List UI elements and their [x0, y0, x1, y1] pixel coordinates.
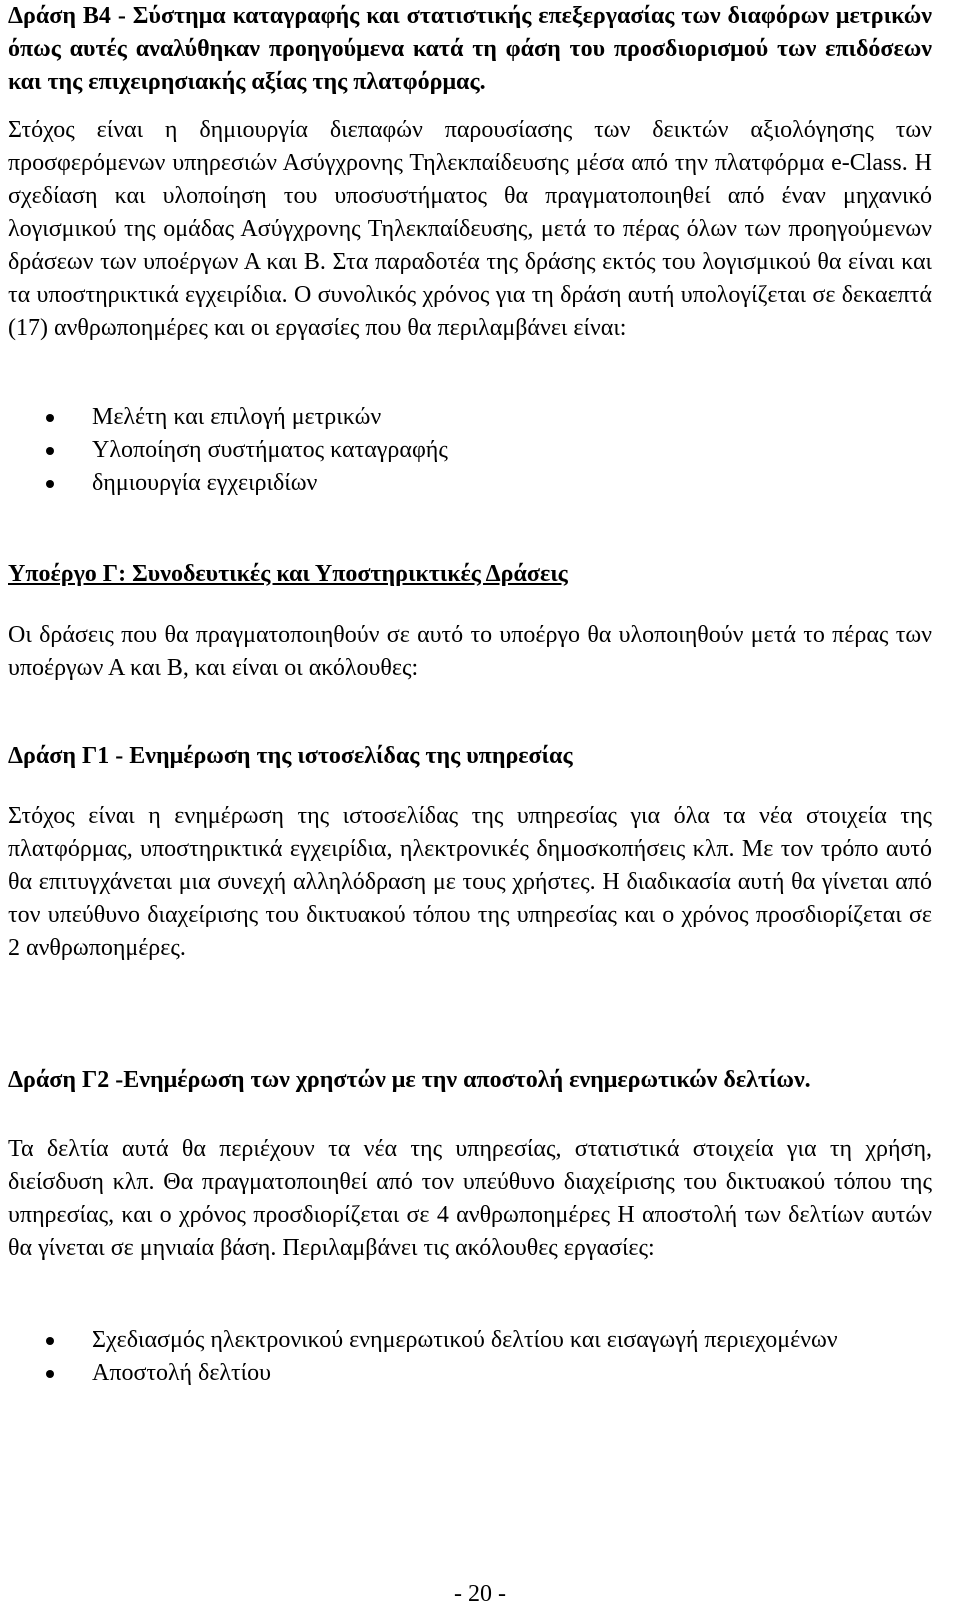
list-item	[8, 434, 932, 467]
list-item-text: δημιουργία εγχειριδίων	[92, 470, 318, 496]
list-item-text: Υλοποίηση συστήματος καταγραφής	[92, 437, 448, 463]
action-c1-paragraph: Στόχος είναι η ενημέρωση της ιστοσελίδας της υπηρεσίας για όλα τα νέα στοιχεία της πλατφόρμας, υποστηρικτικά εγχειρίδια, ηλεκτρονικές δημοσκοπήσεις κλπ. Με τον τρόπο αυτό θα επιτυγχάνεται μια συνεχή αλληλόδραση με τους χρήστες. Η διαδικασία αυτή θα γίνεται από τον υπεύθυνο διαχείρισης του δικτυακού τόπου της υπηρεσίας και ο χρόνος προσδιορίζεται σε 2 ανθρωποημέρες.	[8, 803, 932, 961]
action-c1-title: Δράση Γ1 - Ενημέρωση της ιστοσελίδας της υπηρεσίας	[8, 743, 573, 769]
subproject-c-title: Υποέργο Γ: Συνοδευτικές και Υποστηρικτικές Δράσεις	[8, 561, 568, 587]
list-item	[8, 401, 932, 434]
bullet-icon	[46, 480, 54, 488]
list-item	[8, 467, 932, 500]
action-b4-paragraph: Στόχος είναι η δημιουργία διεπαφών παρουσίασης των δεικτών αξιολόγησης των προσφερόμενων υπηρεσιών Ασύγχρονης Τηλεκπαίδευσης μέσα από την πλατφόρμα e-Class. Η σχεδίαση και υλοποίηση του υποσυστήματος θα πραγματοποιηθεί από έναν μηχανικό λογισμικού της ομάδας Ασύγχρονης Τηλεκπαίδευσης, μετά το πέρας όλων των προηγούμενων δράσεων των υποέργων Α και Β. Στα παραδοτέα της δράσης εκτός του λογισμικού θα είναι και τα υποστηρικτικά εγχειρίδια. Ο συνολικός χρόνος για τη δράση αυτή υπολογίζεται σε δεκαεπτά (17) ανθρωποημέρες και οι εργασίες που θα περιλαμβάνει είναι:	[8, 117, 932, 341]
bullet-icon	[46, 414, 54, 422]
bullet-icon	[46, 1337, 54, 1345]
action-c2-task-list	[8, 1324, 932, 1390]
page-number: - 20 -	[454, 1581, 506, 1607]
list-item	[8, 1324, 932, 1357]
list-item-text: Μελέτη και επιλογή μετρικών	[92, 404, 382, 430]
list-item	[8, 1357, 932, 1390]
action-c2-title: Δράση Γ2 -Ενημέρωση των χρηστών με την αποστολή ενημερωτικών δελτίων.	[8, 1067, 811, 1093]
bullet-icon	[46, 447, 54, 455]
bullet-icon	[46, 1370, 54, 1378]
action-b4-title: Δράση Β4 - Σύστημα καταγραφής και στατιστικής επεξεργασίας των διαφόρων μετρικών όπως αυτές αναλύθηκαν προηγούμενα κατά τη φάση του προσδιορισμού των επιδόσεων και της επιχειρησιακής αξίας της πλατφόρμας.	[8, 3, 932, 95]
action-b4-task-list	[8, 401, 932, 500]
subproject-c-paragraph: Οι δράσεις που θα πραγματοποιηθούν σε αυτό το υποέργο θα υλοποιηθούν μετά το πέρας των υποέργων Α και Β, και είναι οι ακόλουθες:	[8, 622, 932, 681]
list-item-text: Σχεδιασμός ηλεκτρονικού ενημερωτικού δελτίου και εισαγωγή περιεχομένων	[92, 1327, 838, 1353]
action-c2-paragraph: Τα δελτία αυτά θα περιέχουν τα νέα της υπηρεσίας, στατιστικά στοιχεία για τη χρήση, διείσδυση κλπ. Θα πραγματοποιηθεί από τον υπεύθυνο διαχείρισης του δικτυακού τόπου της υπηρεσίας, και ο χρόνος προσδιορίζεται σε 4 ανθρωποημέρες Η αποστολή των δελτίων αυτών θα γίνεται σε μηνιαία βάση. Περιλαμβάνει τις ακόλουθες εργασίες:	[8, 1136, 932, 1261]
list-item-text: Αποστολή δελτίου	[92, 1360, 272, 1386]
document-page	[8, 0, 932, 1609]
